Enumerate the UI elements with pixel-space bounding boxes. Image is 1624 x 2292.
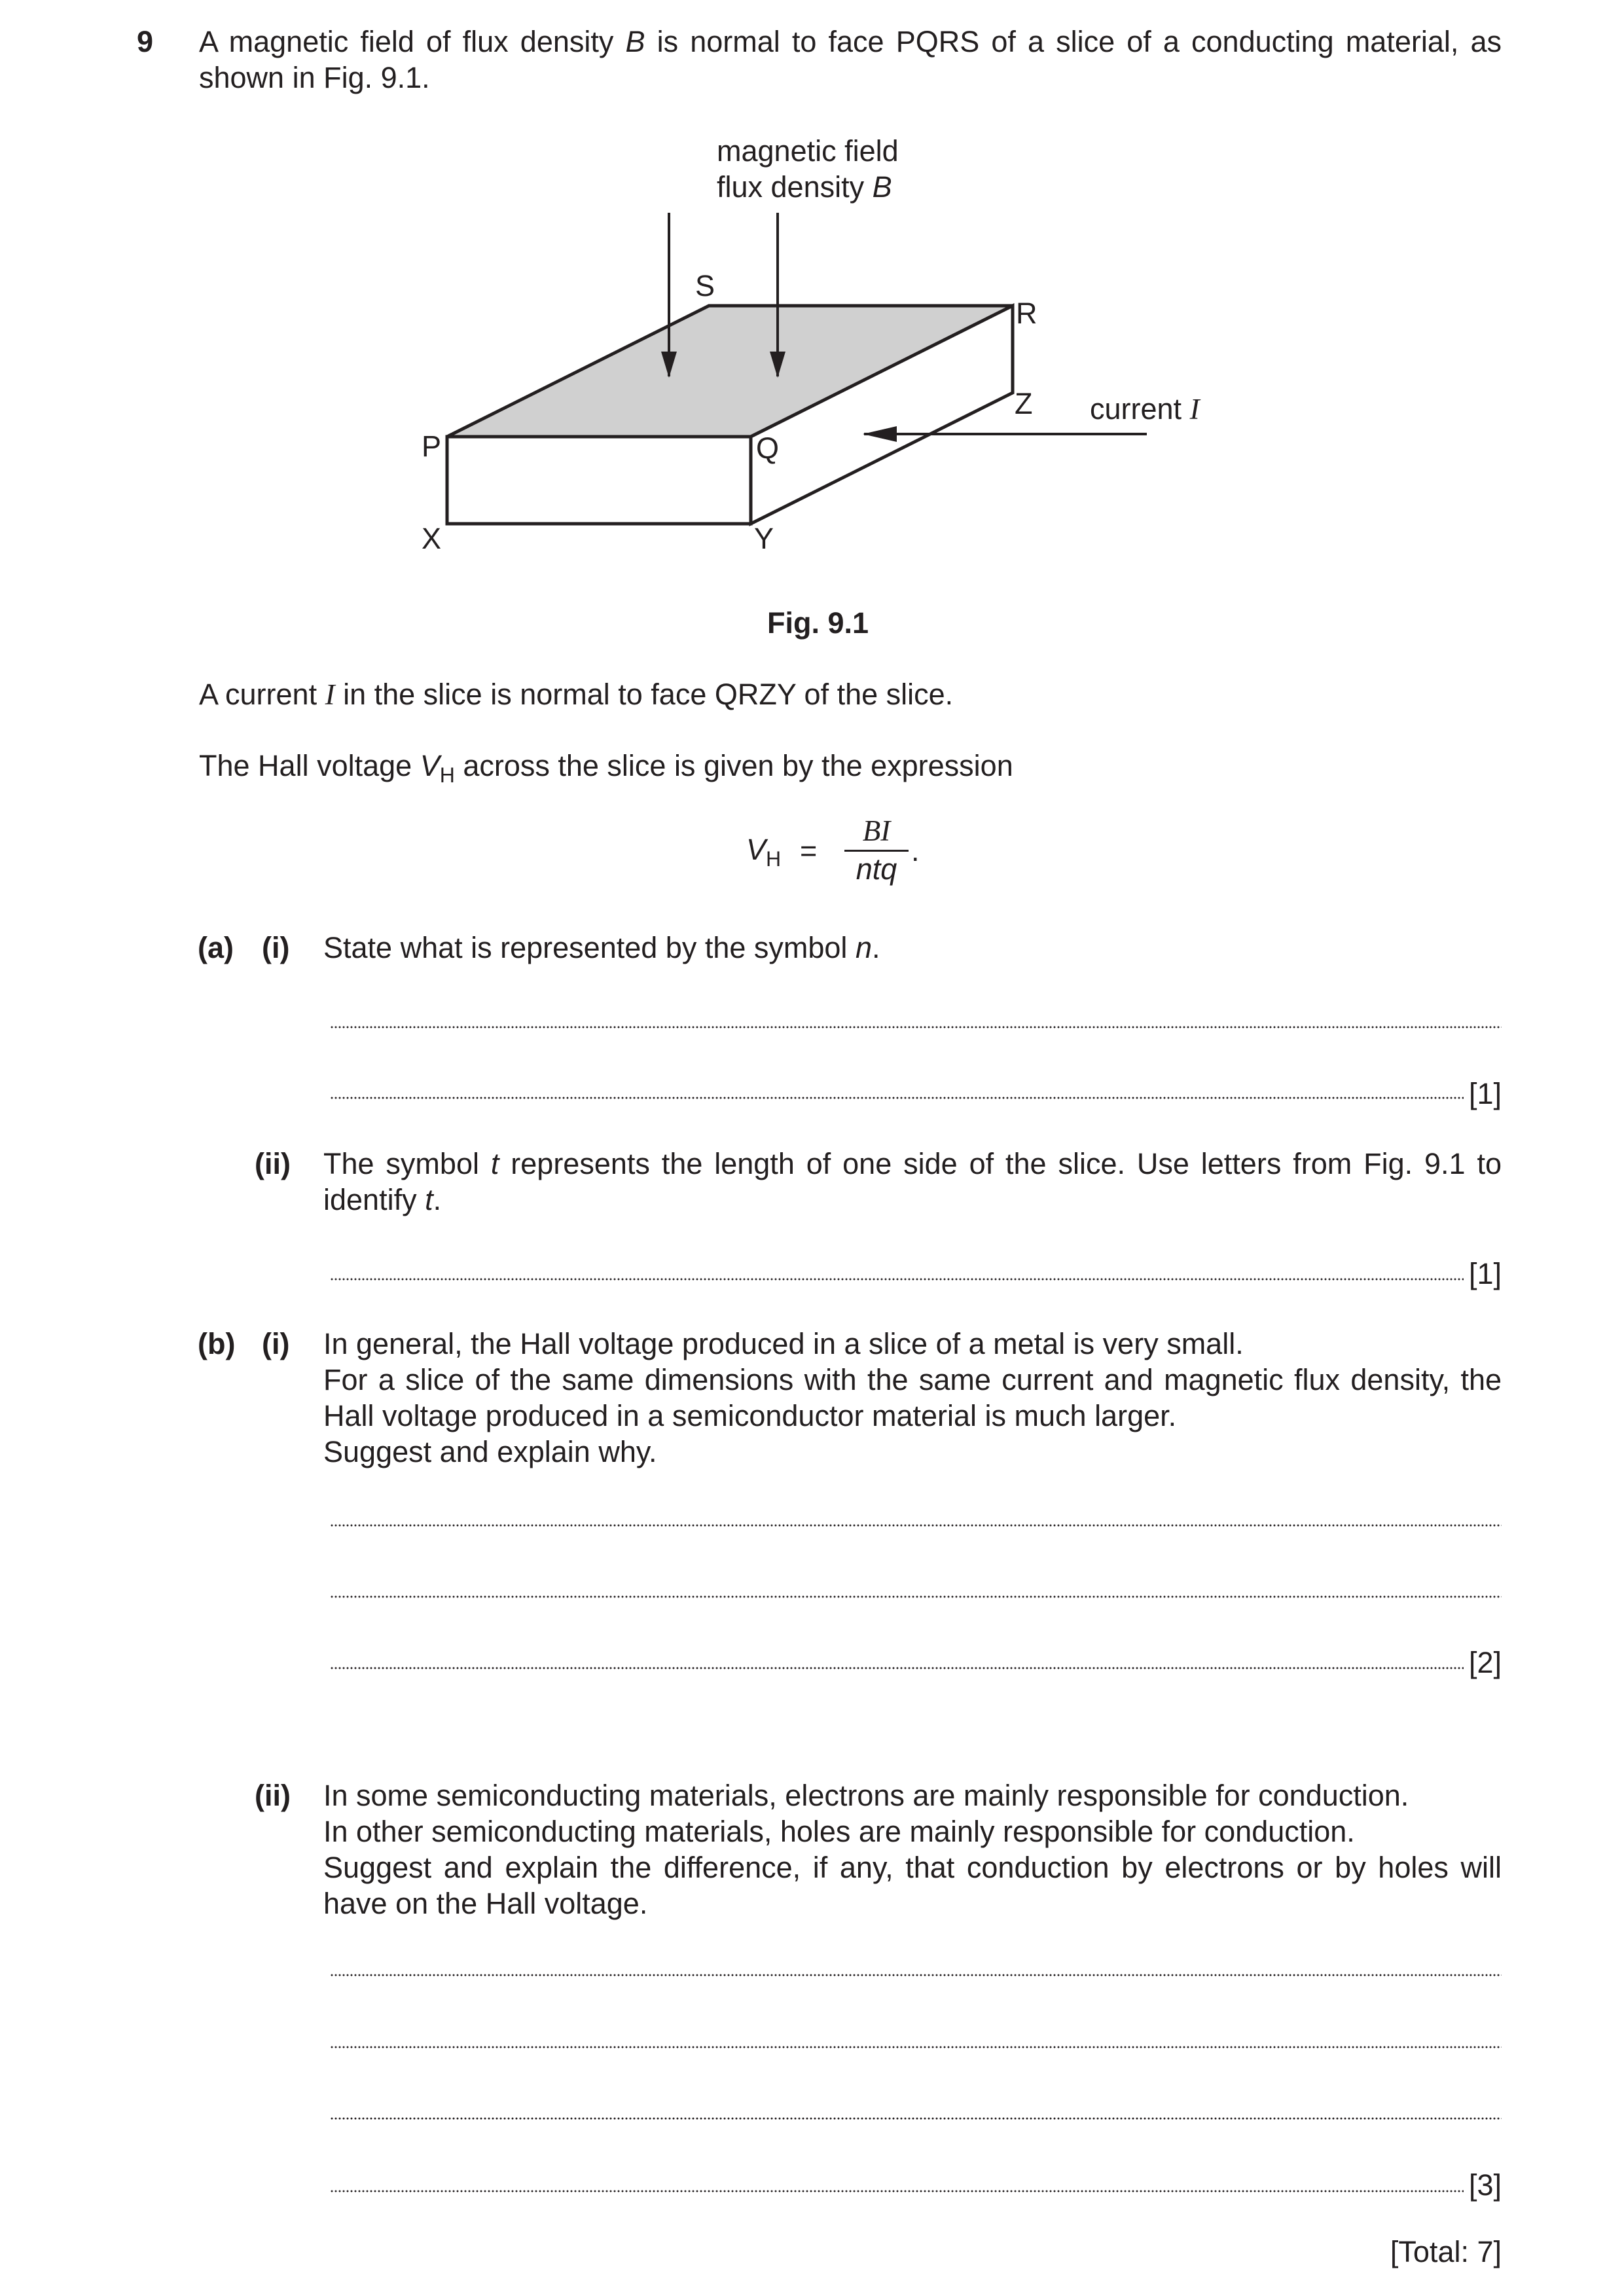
- part-a-i-text-a: State what is represented by the symbol: [323, 931, 856, 964]
- part-a-ii-label: (ii): [255, 1147, 291, 1180]
- part-b-ii-line-3: Suggest and explain the difference, if any, that conduction by electrons or by holes will have on the Hall voltage.: [323, 1851, 1502, 1920]
- vertex-label-y: Y: [754, 522, 774, 555]
- field-label-text: flux density: [717, 170, 873, 204]
- part-a-i-question: [323, 930, 1502, 966]
- para2-text-a: The Hall voltage: [199, 749, 420, 782]
- vertex-label-q: Q: [756, 431, 780, 465]
- mark-allocation: [3]: [1468, 2168, 1502, 2202]
- mark-allocation: [2]: [1468, 1646, 1502, 1679]
- figure-caption: Fig. 9.1: [767, 606, 869, 640]
- part-b-label: (b): [198, 1327, 236, 1360]
- formula-equals: =: [800, 834, 818, 867]
- part-b-ii-line-1: In some semiconducting materials, electrons are mainly responsible for conduction.: [323, 1779, 1409, 1812]
- answer-line[interactable]: [330, 1097, 1464, 1099]
- answer-line[interactable]: [330, 1974, 1502, 1976]
- formula-end: .: [911, 834, 920, 867]
- formula-lhs-symbol: V: [746, 833, 767, 866]
- part-a-ii-symbol: t: [490, 1147, 499, 1180]
- field-label-line2: [717, 170, 892, 204]
- para2-text-b: across the slice is given by the expression: [454, 749, 1013, 782]
- formula-numerator: BI: [862, 814, 891, 847]
- answer-line[interactable]: [330, 2117, 1502, 2120]
- answer-line[interactable]: [330, 1595, 1502, 1598]
- para1-text-b: in the slice is normal to face QRZY of the slice.: [334, 678, 954, 711]
- mark-allocation: [1]: [1468, 1077, 1502, 1110]
- answer-line[interactable]: [330, 1667, 1464, 1669]
- current-label-symbol: I: [1189, 393, 1200, 426]
- part-b-i-label: (i): [262, 1327, 290, 1360]
- part-a-ii-question: [323, 1146, 1502, 1218]
- intro-text-b: is normal to face PQRS of a slice of a conducting material, as shown in Fig. 9.1.: [199, 25, 1502, 94]
- part-b-i-line-1: In general, the Hall voltage produced in a slice of a metal is very small.: [323, 1327, 1244, 1360]
- formula-lhs-sub: H: [766, 847, 782, 871]
- part-b-ii-line-2: In other semiconducting materials, holes are mainly responsible for conduction.: [323, 1815, 1355, 1848]
- para2-symbol-v: V: [420, 749, 440, 782]
- answer-line[interactable]: [330, 2046, 1502, 2048]
- hall-voltage-formula: [746, 813, 920, 892]
- part-a-ii-symbol2: t: [425, 1183, 433, 1216]
- total-marks: [Total: 7]: [1390, 2235, 1502, 2268]
- part-a-i-label: (i): [262, 931, 290, 964]
- part-a-label: (a): [198, 931, 234, 964]
- formula-lhs: [746, 831, 781, 877]
- vertex-label-x: X: [422, 522, 442, 555]
- current-label-text: current: [1090, 392, 1190, 426]
- part-a-i-text-b: .: [871, 931, 880, 964]
- para1-text-a: A current: [199, 678, 325, 711]
- part-b-i-line-2: For a slice of the same dimensions with the same current and magnetic flux density, the Hall voltage produced in a semiconductor material is much larger.: [323, 1363, 1502, 1432]
- vertex-label-s: S: [695, 269, 715, 302]
- field-label-line1: magnetic field: [717, 134, 899, 168]
- answer-line[interactable]: [330, 1524, 1502, 1527]
- field-label-symbol: B: [872, 170, 892, 204]
- mark-allocation: [1]: [1468, 1257, 1502, 1290]
- vertex-label-p: P: [422, 429, 442, 463]
- intro-symbol-b: B: [625, 25, 645, 58]
- part-a-i-symbol: n: [855, 931, 872, 964]
- part-a-ii-text-b: represents the length of one side of the slice. Use letters from Fig. 9.1 to identify: [323, 1147, 1502, 1216]
- para2-symbol-sub: H: [439, 763, 455, 787]
- current-label: [1090, 392, 1201, 426]
- formula-denominator: ntq: [856, 852, 897, 886]
- para1-symbol: I: [325, 678, 335, 711]
- part-b-i-line-3: Suggest and explain why.: [323, 1435, 657, 1468]
- vertex-label-z: Z: [1015, 387, 1033, 420]
- figure-9-1: [0, 0, 1624, 655]
- answer-line[interactable]: [330, 1278, 1464, 1281]
- part-b-ii-label: (ii): [255, 1779, 291, 1812]
- front-face-pqyx: [447, 437, 751, 524]
- part-a-ii-text-a: The symbol: [323, 1147, 491, 1180]
- paragraph-hall-voltage: [199, 748, 1013, 793]
- part-a-ii-text-c: .: [433, 1183, 442, 1216]
- answer-line[interactable]: [330, 2190, 1464, 2192]
- paragraph-current: [199, 676, 953, 713]
- answer-line[interactable]: [330, 1026, 1502, 1028]
- question-number: 9: [137, 25, 154, 58]
- vertex-label-r: R: [1016, 297, 1038, 330]
- intro-text-a: A magnetic field of flux density: [199, 25, 626, 58]
